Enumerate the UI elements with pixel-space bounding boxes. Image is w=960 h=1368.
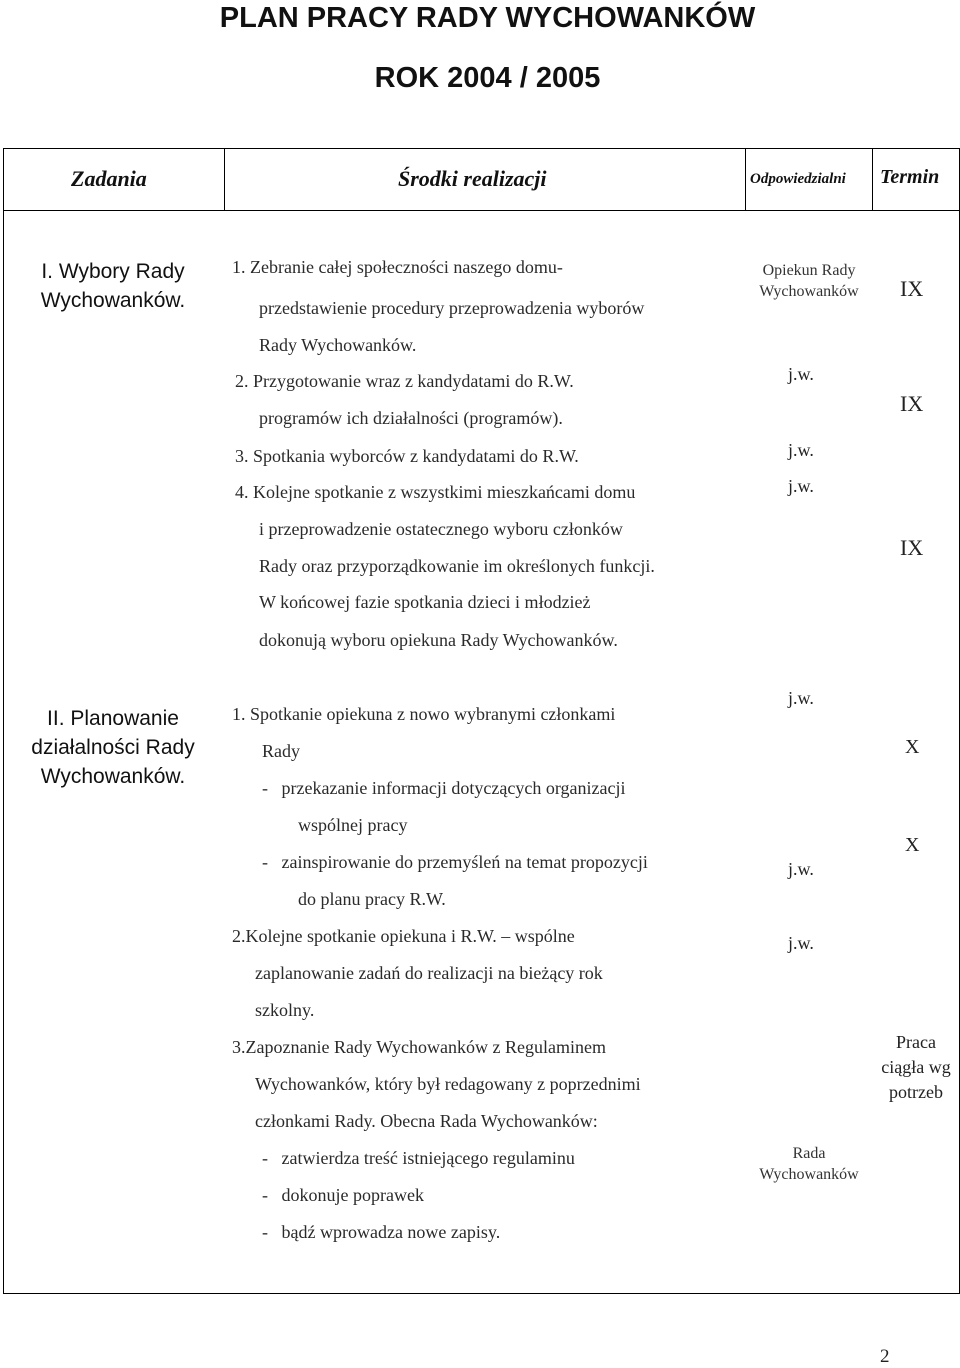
means-line: Rady oraz przyporządkowanie im określonych funkcji. [259,556,655,576]
responsible-same: j.w. [788,859,814,879]
means-line: Rady [262,741,300,761]
column-header-means: Środki realizacji [398,166,547,191]
responsible-same: j.w. [788,440,814,460]
means-line: członkami Rady. Obecna Rada Wychowanków: [255,1111,598,1131]
table-header-divider [3,210,960,211]
means-line: przedstawienie procedury przeprowadzenia wyborów [259,298,645,318]
means-line: - zainspirowanie do przemyśleń na temat propozycji [262,852,648,872]
means-line: programów ich działalności (programów). [259,408,563,428]
column-header-responsible: Odpowiedzialni [750,171,846,187]
means-line: wspólnej pracy [298,815,408,835]
task-planning: II. Planowanie działalności Rady Wychowanków. [31,707,195,788]
means-line: 3.Zapoznanie Rady Wychowanków z Regulaminem [232,1037,606,1057]
responsible-guardian: Opiekun Rady Wychowanków [759,262,859,300]
means-line: W końcowej fazie spotkania dzieci i młodzież [259,592,591,612]
responsible-same: j.w. [788,688,814,708]
task-elections: I. Wybory Rady Wychowanków. [40,260,186,312]
deadline-month: X [905,834,920,856]
means-line: zaplanowanie zadań do realizacji na bieżący rok [255,963,603,983]
means-line: - dokonuje poprawek [262,1185,424,1205]
means-line: szkolny. [255,1000,315,1020]
column-header-tasks: Zadania [71,166,147,191]
header-cell-divider [872,148,873,211]
deadline-continuous: Praca ciągła wg potrzeb [881,1032,951,1102]
means-line: Wychowanków, który był redagowany z poprzednimi [255,1074,641,1094]
means-line: do planu pracy R.W. [298,889,446,909]
means-line: 3. Spotkania wyborców z kandydatami do R.W. [235,446,579,466]
deadline-month: IX [900,276,924,301]
means-line: dokonują wyboru opiekuna Rady Wychowanków. [259,630,618,650]
table-border-left [3,148,4,1294]
header-cell-divider [745,148,746,211]
means-line: - przekazanie informacji dotyczących organizacji [262,778,626,798]
table-border-bottom [3,1293,960,1294]
means-line: - bądź wprowadza nowe zapisy. [262,1222,501,1242]
means-line: Rady Wychowanków. [259,335,417,355]
means-line: 2.Kolejne spotkanie opiekuna i R.W. – wspólne [232,926,575,946]
responsible-same: j.w. [788,364,814,384]
means-line: 1. Spotkanie opiekuna z nowo wybranymi członkami [232,704,616,724]
responsible-same: j.w. [788,933,814,953]
page-subtitle: ROK 2004 / 2005 [374,62,601,94]
page-number: 2 [880,1346,890,1367]
means-line: 1. Zebranie całej społeczności naszego domu- [232,257,563,277]
means-line: 4. Kolejne spotkanie z wszystkimi mieszkańcami domu [235,482,636,502]
column-header-deadline: Termin [880,166,940,188]
means-line: - zatwierdza treść istniejącego regulaminu [262,1148,575,1168]
deadline-month: IX [900,391,924,416]
means-line: 2. Przygotowanie wraz z kandydatami do R.W. [235,371,574,391]
deadline-month: IX [900,535,924,560]
means-line: i przeprowadzenie ostatecznego wyboru członków [259,519,623,539]
responsible-same: j.w. [788,476,814,496]
header-cell-divider [224,148,225,211]
page-title: PLAN PRACY RADY WYCHOWANKÓW [219,2,756,34]
responsible-council: Rada Wychowanków [759,1145,859,1183]
deadline-month: X [905,736,920,758]
table-border-top [3,148,960,149]
